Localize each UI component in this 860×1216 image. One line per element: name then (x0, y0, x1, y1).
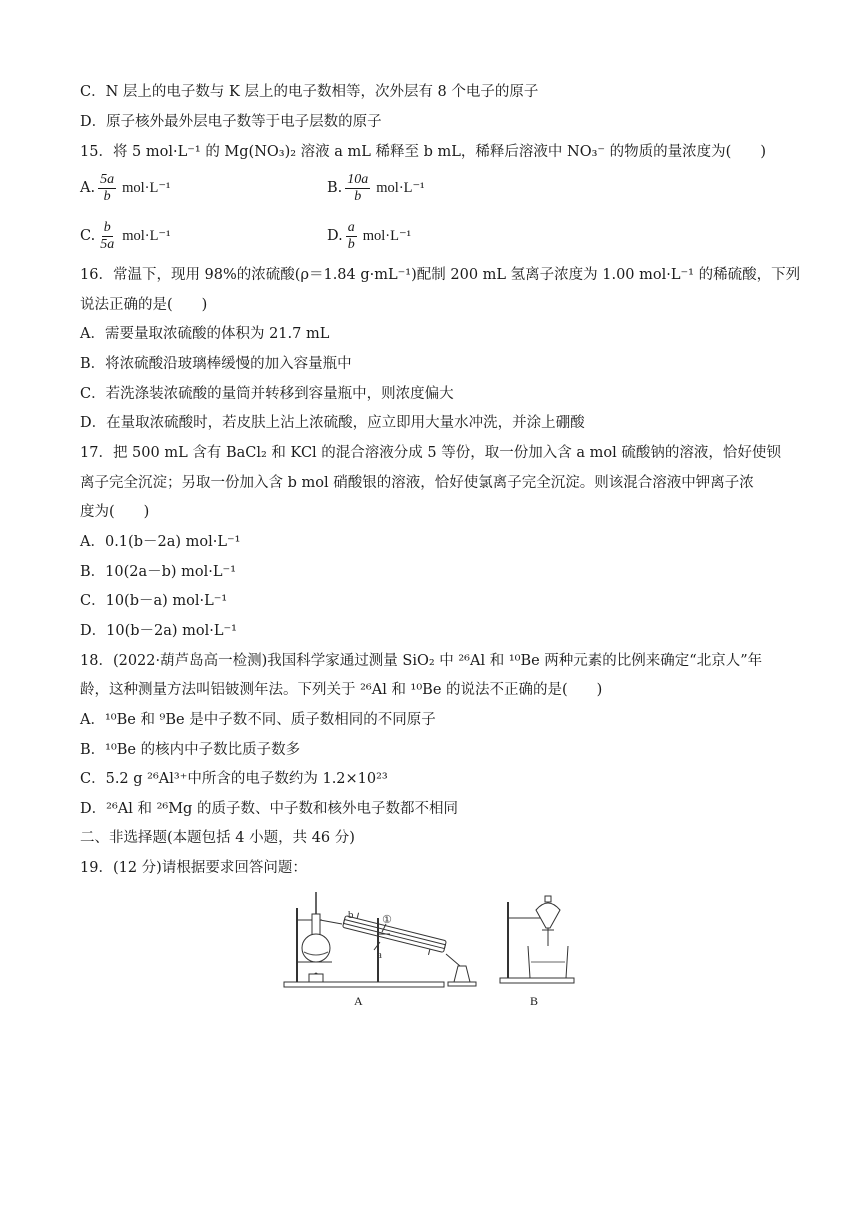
fraction (346, 220, 357, 253)
separatory-funnel (536, 903, 560, 928)
q18-stem-line-2: 龄，这种测量方法叫铝铍测年法。下列关于 ²⁶Al 和 ¹⁰Be 的说法不正确的是( ) (80, 682, 603, 698)
distillation-apparatus (284, 892, 476, 987)
q16-option-a: A．需要量取浓硫酸的体积为 21.7 mL (80, 326, 330, 342)
label-b: b (348, 909, 354, 921)
q16-option-b: B．将浓硫酸沿玻璃棒缓慢的加入容量瓶中 (80, 356, 352, 372)
denominator: b (354, 188, 362, 204)
q17-option-c: C．10(b－a) mol·L⁻¹ (80, 593, 228, 609)
separatory-apparatus (500, 896, 574, 983)
q15-options-row-2 (80, 216, 780, 256)
condenser-jacket (343, 916, 447, 953)
label-a: a (377, 949, 382, 961)
q15-stem: 15．将 5 mol·L⁻¹ 的 Mg(NO₃)₂ 溶液 a mL 稀释至 b mL，稀释后溶液中 NO₃⁻ 的物质的量浓度为( ) (80, 144, 766, 160)
burner (309, 974, 323, 982)
q14-option-c: C．N 层上的电子数与 K 层上的电子数相等，次外层有 8 个电子的原子 (80, 84, 539, 100)
option-letter: D. (327, 228, 343, 244)
denominator: b (103, 188, 111, 204)
q17-stem-line-2: 离子完全沉淀；另取一份加入含 b mol 硝酸银的溶液，恰好使氯离子完全沉淀。则该混合溶液中钾离子浓 (80, 475, 754, 491)
q15-options-row-1 (80, 168, 780, 208)
distilling-flask (302, 934, 330, 962)
q15-option-c (80, 216, 170, 256)
fraction (98, 220, 116, 253)
q18-option-b: B．¹⁰Be 的核内中子数比质子数多 (80, 742, 301, 758)
fraction (98, 172, 116, 205)
q16-option-d: D．在量取浓硫酸时，若皮肤上沾上浓硫酸，应立即用大量水冲洗，并涂上硼酸 (80, 415, 585, 431)
q15-option-d (327, 216, 411, 256)
base-plate (284, 982, 444, 987)
unit: mol·L⁻¹ (122, 179, 171, 196)
q18-option-d: D．²⁶Al 和 ²⁶Mg 的质子数、中子数和核外电子数都不相同 (80, 801, 458, 817)
denominator: 5a (100, 236, 115, 252)
numerator: 5a (100, 171, 115, 187)
stopper (545, 896, 551, 902)
q17-stem-line-1: 17．把 500 mL 含有 BaCl₂ 和 KCl 的混合溶液分成 5 等份，取一份加入含 a mol 硫酸钠的溶液，恰好使钡 (80, 445, 781, 461)
side-arm (320, 920, 342, 924)
q18-option-a: A．¹⁰Be 和 ⁹Be 是中子数不同、质子数相同的不同原子 (80, 712, 436, 728)
numerator: 10a (347, 171, 369, 187)
fraction (345, 172, 370, 205)
q16-stem-line-2: 说法正确的是( ) (80, 297, 208, 313)
q18-option-c: C．5.2 g ²⁶Al³⁺中所含的电子数约为 1.2×10²³ (80, 771, 388, 787)
q17-option-b: B．10(2a－b) mol·L⁻¹ (80, 564, 237, 580)
numerator: a (347, 219, 355, 235)
q15-option-a (80, 168, 170, 208)
flask-neck (312, 914, 320, 936)
q17-option-a: A．0.1(b－2a) mol·L⁻¹ (80, 534, 241, 550)
numerator: b (103, 219, 111, 235)
receiver-base (448, 982, 476, 986)
figure-caption-a: A (354, 994, 363, 1008)
q14-option-d: D．原子核外最外层电子数等于电子层数的原子 (80, 114, 382, 130)
water-outlet (357, 913, 358, 919)
unit: mol·L⁻¹ (122, 227, 171, 244)
q18-stem-line-1: 18．(2022·葫芦岛高一检测)我国科学家通过测量 SiO₂ 中 ²⁶Al 和 ¹⁰Be 两种元素的比例来确定“北京人”年 (80, 653, 763, 669)
water-inlet (428, 949, 429, 955)
q16-stem-line-1: 16．常温下，现用 98%的浓硫酸(ρ＝1.84 g·mL⁻¹)配制 200 mL 氢离子浓度为 1.00 mol·L⁻¹ 的稀硫酸，下列 (80, 267, 801, 283)
q17-option-d: D．10(b－2a) mol·L⁻¹ (80, 623, 237, 639)
q15-option-b (327, 168, 425, 208)
option-letter: C. (80, 228, 96, 244)
unit: mol·L⁻¹ (362, 227, 411, 244)
unit: mol·L⁻¹ (376, 179, 425, 196)
condenser (341, 910, 448, 958)
figure-caption-b: B (530, 994, 539, 1008)
stand-base (500, 978, 574, 983)
option-letter: A. (80, 180, 96, 196)
option-letter: B. (327, 180, 343, 196)
q17-stem-line-3: 度为( ) (80, 504, 150, 520)
q16-option-c: C．若洗涤装浓硫酸的量筒并转移到容量瓶中，则浓度偏大 (80, 386, 454, 402)
denominator: b (347, 236, 355, 252)
receiving-flask (454, 966, 470, 982)
section-heading: 二、非选择题(本题包括 4 小题，共 46 分) (80, 830, 355, 846)
apparatus-figure (282, 888, 582, 1014)
label-circled-1: ① (382, 913, 392, 926)
q19-stem: 19．(12 分)请根据要求回答问题： (80, 860, 307, 876)
